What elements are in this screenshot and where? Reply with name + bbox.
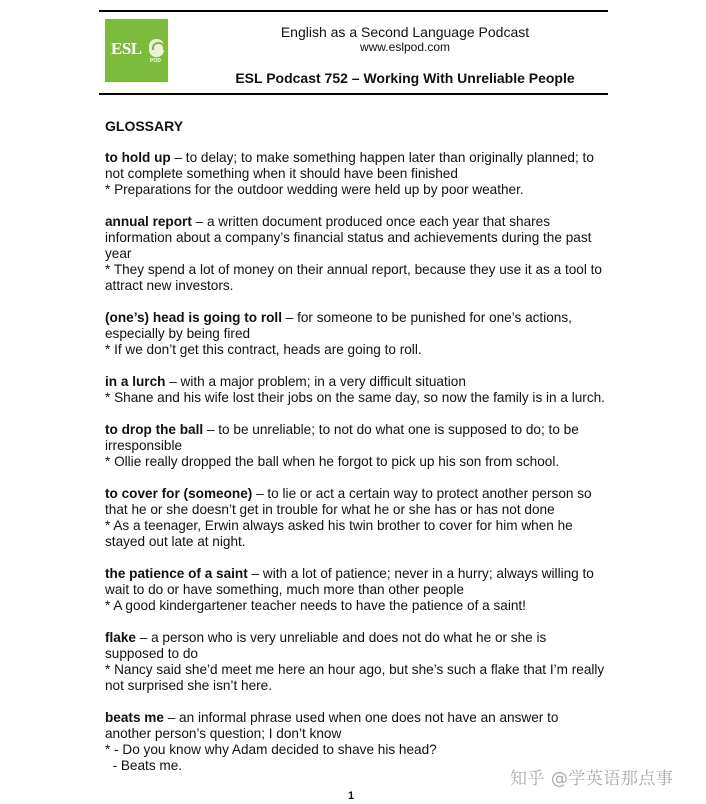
entry-example: * If we don’t get this contract, heads are going to roll.	[105, 342, 422, 357]
glossary-entry	[105, 630, 608, 694]
entry-definition-text: – a written document produced once each year that shares information about a company’s financial status and achievements during the past year	[105, 214, 592, 261]
entry-definition-text: – with a lot of patience; never in a hurry; always willing to wait to do or have something, much more than other people	[105, 566, 594, 597]
glossary-entry	[105, 422, 605, 470]
entry-definition-text: – to be unreliable; to not do what one is supposed to do; to be irresponsible	[105, 422, 579, 453]
entry-term: beats me	[105, 710, 164, 725]
entry-definition	[105, 374, 605, 390]
website-url: www.eslpod.com	[359, 40, 451, 54]
entry-term: (one’s) head is going to roll	[105, 310, 282, 325]
glossary-entry	[105, 374, 605, 406]
entry-example: * Ollie really dropped the ball when he forgot to pick up his son from school.	[105, 454, 560, 469]
entry-example: * Nancy said she’d meet me here an hour ago, but she’s such a flake that I’m really not surprised she isn’t here.	[105, 662, 608, 693]
glossary-section	[105, 118, 608, 790]
entry-definition	[105, 710, 605, 742]
entry-definition	[105, 486, 605, 518]
entry-example: * As a teenager, Erwin always asked his twin brother to cover for him when he stayed out late at night.	[105, 518, 577, 549]
entry-term: to drop the ball	[105, 422, 204, 437]
entry-definition	[105, 214, 605, 262]
entry-definition	[105, 422, 605, 454]
entry-term: in a lurch	[105, 374, 166, 389]
glossary-title: GLOSSARY	[105, 118, 184, 134]
eslpod-logo	[105, 19, 168, 82]
podcast-name: English as a Second Language Podcast	[280, 24, 530, 40]
entry-example: * They spend a lot of money on their annual report, because they use it as a tool to attract new investors.	[105, 262, 606, 293]
header-top-rule	[99, 10, 608, 12]
entry-definition-text: – to lie or act a certain way to protect another person so that he or she doesn’t get in trouble for what he or she has or has not done	[105, 486, 592, 517]
entry-definition-text: – to delay; to make something happen later than originally planned; to not complete something when it should have been finished	[105, 150, 594, 181]
entry-definition	[105, 566, 605, 598]
glossary-entry	[105, 310, 605, 358]
entry-definition-text: – an informal phrase used when one does not have an answer to another person’s question; I don’t know	[105, 710, 559, 741]
episode-title: ESL Podcast 752 – Working With Unreliable People	[235, 70, 575, 86]
entry-definition	[105, 150, 605, 182]
entry-definition-text: – with a major problem; in a very difficult situation	[165, 374, 466, 389]
entry-example: * - Do you know why Adam decided to shave his head? - Beats me.	[105, 742, 437, 773]
entry-term: annual report	[105, 214, 192, 229]
glossary-entry	[105, 486, 605, 550]
page-number: 1	[348, 790, 355, 802]
entry-definition-text: – for someone to be punished for one’s actions, especially by being fired	[105, 310, 572, 341]
glossary-entry	[105, 566, 605, 614]
zhihu-watermark: 知乎 @学英语那点事	[510, 769, 674, 789]
entry-definition	[105, 630, 605, 662]
entry-example: * Shane and his wife lost their jobs on the same day, so now the family is in a lurch.	[105, 390, 605, 405]
logo-sub-text: POD	[150, 58, 161, 64]
entry-term: flake	[105, 630, 136, 645]
entry-term: to cover for (someone)	[105, 486, 253, 501]
logo-text: ESL	[111, 39, 142, 58]
entry-definition	[105, 310, 605, 342]
glossary-entry	[105, 214, 605, 294]
header-bottom-rule	[99, 93, 608, 95]
entry-term: the patience of a saint	[105, 566, 248, 581]
glossary-entry	[105, 150, 605, 198]
podcast-badge-icon	[149, 39, 164, 57]
entry-term: to hold up	[105, 150, 171, 165]
entry-example: * A good kindergartener teacher needs to have the patience of a saint!	[105, 598, 526, 613]
entry-example: * Preparations for the outdoor wedding were held up by poor weather.	[105, 182, 524, 197]
entry-definition-text: – a person who is very unreliable and does not do what he or she is supposed to do	[105, 630, 547, 661]
